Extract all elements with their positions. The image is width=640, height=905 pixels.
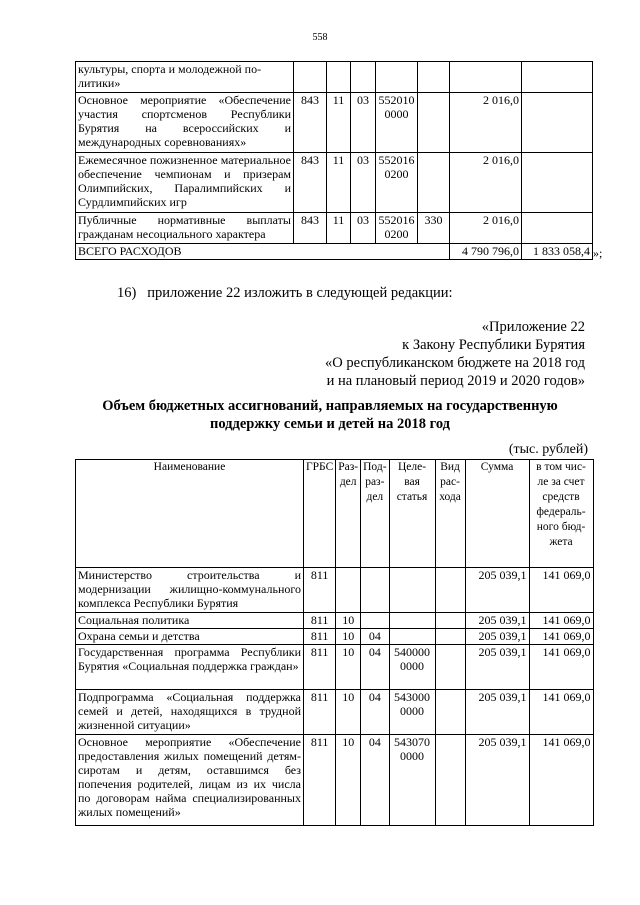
row-name: культуры, спорта и молодежной по- литики» [76, 62, 294, 93]
expense-type-cell [435, 568, 465, 613]
target-article-cell: 543000 0000 [389, 690, 435, 735]
sum-cell: 2 016,0 [450, 153, 522, 213]
expense-type-cell [435, 613, 465, 629]
subsection-cell: 03 [351, 153, 376, 213]
sum-cell [522, 62, 593, 93]
subsection-cell: 03 [351, 213, 376, 244]
sum-cell: 2 016,0 [450, 93, 522, 153]
table-row [76, 690, 594, 735]
header-section: Раз- дел [336, 460, 361, 568]
table-row [76, 568, 594, 613]
subsection-cell: 04 [361, 690, 389, 735]
grbs-cell: 811 [304, 568, 336, 613]
expense-type-cell [435, 629, 465, 645]
expense-type-cell [435, 690, 465, 735]
expense-type-cell [418, 153, 450, 213]
grbs-cell: 811 [304, 629, 336, 645]
appendix-line: «Приложение 22 [481, 319, 585, 335]
federal-sum-cell: 141 069,0 [529, 690, 593, 735]
document-title [60, 397, 600, 433]
row-name: Государственная программа Республики Бурятия «Социальная поддержка граждан» [76, 645, 304, 690]
subsection-cell: 04 [361, 735, 389, 826]
table-row [76, 629, 594, 645]
subsection-cell [351, 62, 376, 93]
row-name: Публичные нормативные выплаты гражданам несоциального характера [76, 213, 294, 244]
subsection-cell [361, 613, 389, 629]
appendix-line: «О республиканском бюджете на 2018 год [325, 355, 585, 371]
appendix-header [325, 318, 585, 390]
grbs-cell: 811 [304, 690, 336, 735]
federal-sum-cell: 141 069,0 [529, 613, 593, 629]
header-target-article: Целе- вая статья [389, 460, 435, 568]
sum-cell: 205 039,1 [465, 629, 529, 645]
subsection-cell [361, 568, 389, 613]
sum-cell: 205 039,1 [465, 568, 529, 613]
federal-sum-cell: 141 069,0 [529, 629, 593, 645]
table-row [76, 645, 594, 690]
appendix-line: к Закону Республики Бурятия [402, 337, 585, 353]
subsection-cell: 04 [361, 629, 389, 645]
row-name: Министерство строительства и модернизации жилищно-коммунального комплекса Республики Бурятия [76, 568, 304, 613]
table-row [76, 153, 593, 213]
sum-cell [450, 62, 522, 93]
grbs-cell: 811 [304, 645, 336, 690]
subsection-cell: 04 [361, 645, 389, 690]
title-line: поддержку семьи и детей на 2018 год [209, 416, 450, 432]
header-expense-type: Вид рас- хода [435, 460, 465, 568]
expense-type-cell [435, 645, 465, 690]
sum-cell: 205 039,1 [465, 690, 529, 735]
sum-cell: 2 016,0 [450, 213, 522, 244]
table-row [76, 62, 593, 93]
expense-type-cell [435, 735, 465, 826]
table-row [76, 213, 593, 244]
section-cell: 10 [336, 629, 361, 645]
grbs-cell: 811 [304, 613, 336, 629]
target-article-cell [389, 629, 435, 645]
target-article-cell: 552016 0200 [376, 153, 418, 213]
sum-cell: 205 039,1 [465, 735, 529, 826]
grbs-cell: 811 [304, 735, 336, 826]
target-article-cell: 552016 0200 [376, 213, 418, 244]
expense-type-cell [418, 93, 450, 153]
target-article-cell: 540000 0000 [389, 645, 435, 690]
target-article-cell [389, 568, 435, 613]
grbs-cell: 843 [294, 93, 327, 153]
table-row [76, 93, 593, 153]
row-name: Подпрограмма «Социальная поддержка семей и детей, находящихся в трудной жизненной ситуации» [76, 690, 304, 735]
section-cell: 11 [327, 93, 351, 153]
header-name: Наименование [76, 460, 304, 568]
table-row [76, 735, 594, 826]
target-article-cell [389, 613, 435, 629]
row-name: Основное мероприятие «Обеспечение предоставления жилых помещений детям-сиротам и детям, оставшимся без попечения родителей, лицам из их числа по договорам найма специализированных жилых помещений» [76, 735, 304, 826]
grbs-cell: 843 [294, 153, 327, 213]
subsection-cell: 03 [351, 93, 376, 153]
sum-cell [522, 213, 593, 244]
table-header [76, 460, 594, 568]
total-sum: 4 790 796,0 [450, 244, 522, 260]
section-cell [336, 568, 361, 613]
sum-cell [522, 93, 593, 153]
total-label: ВСЕГО РАСХОДОВ [76, 244, 450, 260]
section-cell: 10 [336, 613, 361, 629]
closing-quote: »; [593, 246, 603, 260]
section-cell [327, 62, 351, 93]
header-grbs: ГРБС [304, 460, 336, 568]
section-cell: 11 [327, 153, 351, 213]
federal-sum-cell: 141 069,0 [529, 735, 593, 826]
grbs-cell: 843 [294, 213, 327, 244]
expense-type-cell: 330 [418, 213, 450, 244]
section-cell: 11 [327, 213, 351, 244]
total-row [76, 244, 593, 260]
total-sum-federal: 1 833 058,4 [522, 244, 593, 260]
section-cell: 10 [336, 735, 361, 826]
target-article-cell: 543070 0000 [389, 735, 435, 826]
amendment-paragraph: 16) приложение 22 изложить в следующей редакции: [117, 285, 453, 301]
row-name: Охрана семьи и детства [76, 629, 304, 645]
header-sum: Сумма [465, 460, 529, 568]
sum-cell [522, 153, 593, 213]
target-article-cell: 552010 0000 [376, 93, 418, 153]
grbs-cell [294, 62, 327, 93]
federal-sum-cell: 141 069,0 [529, 568, 593, 613]
page-number: 558 [312, 32, 328, 43]
expense-type-cell [418, 62, 450, 93]
row-name: Ежемесячное пожизненное материальное обеспечение чемпионам и призерам Олимпийских, Паралимпийских и Сурдлимпийских игр [76, 153, 294, 213]
section-cell: 10 [336, 690, 361, 735]
row-name: Основное мероприятие «Обеспечение участия спортсменов Республики Бурятия на всероссийских и международных соревнованиях» [76, 93, 294, 153]
sum-cell: 205 039,1 [465, 645, 529, 690]
target-article-cell [376, 62, 418, 93]
table-row [76, 613, 594, 629]
section-cell: 10 [336, 645, 361, 690]
header-subsection: Под- раз- дел [361, 460, 389, 568]
sum-cell: 205 039,1 [465, 613, 529, 629]
header-federal: в том чис- ле за счет средств федераль- ного бюд- жета [529, 460, 593, 568]
expenses-table-continued [75, 61, 593, 260]
federal-sum-cell: 141 069,0 [529, 645, 593, 690]
units-label: (тыс. рублей) [508, 442, 588, 457]
family-support-table [75, 459, 594, 826]
appendix-line: и на плановый период 2019 и 2020 годов» [326, 373, 585, 389]
row-name: Социальная политика [76, 613, 304, 629]
title-line: Объем бюджетных ассигнований, направляемых на государственную [102, 398, 558, 414]
